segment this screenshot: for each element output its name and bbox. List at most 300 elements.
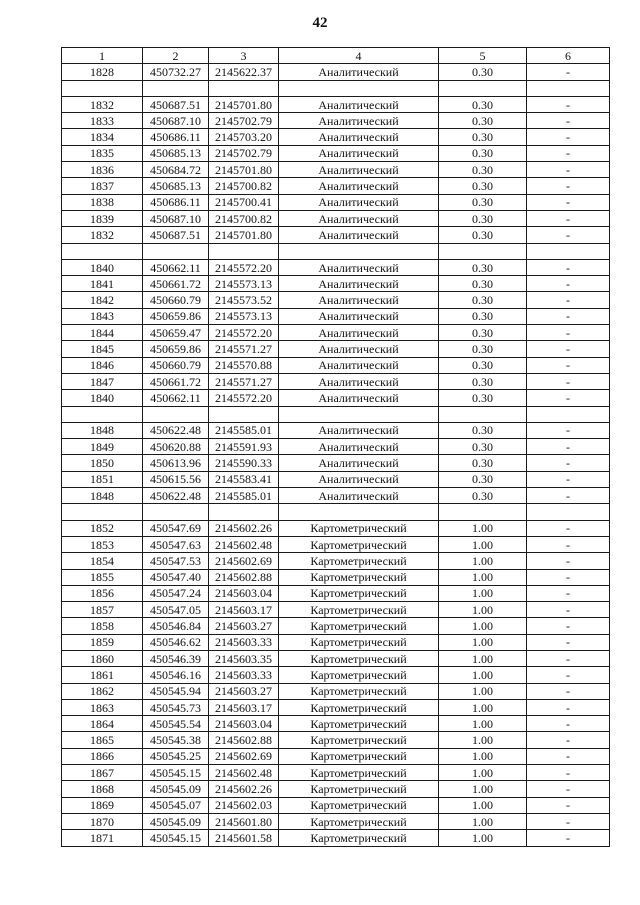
point-number-cell: 1850: [62, 455, 143, 471]
accuracy-cell: 0.30: [439, 422, 527, 438]
description-cell: -: [527, 520, 610, 536]
x-coordinate-cell: 450545.94: [143, 683, 209, 699]
y-coordinate-cell: 2145603.04: [209, 716, 279, 732]
accuracy-cell: 0.30: [439, 325, 527, 341]
y-coordinate-cell: [209, 80, 279, 96]
x-coordinate-cell: 450732.27: [143, 64, 209, 80]
method-cell: Аналитический: [279, 276, 439, 292]
point-number-cell: 1857: [62, 602, 143, 618]
description-cell: -: [527, 650, 610, 666]
x-coordinate-cell: 450685.13: [143, 145, 209, 161]
accuracy-cell: 1.00: [439, 699, 527, 715]
description-cell: -: [527, 129, 610, 145]
method-cell: Картометрический: [279, 797, 439, 813]
y-coordinate-cell: 2145573.13: [209, 308, 279, 324]
method-cell: Картометрический: [279, 781, 439, 797]
table-row: [62, 357, 610, 373]
y-coordinate-cell: 2145603.33: [209, 667, 279, 683]
y-coordinate-cell: 2145571.27: [209, 341, 279, 357]
y-coordinate-cell: 2145602.88: [209, 569, 279, 585]
point-number-cell: 1844: [62, 325, 143, 341]
accuracy-cell: 0.30: [439, 292, 527, 308]
y-coordinate-cell: 2145572.20: [209, 390, 279, 406]
table-row: [62, 422, 610, 438]
y-coordinate-cell: 2145602.03: [209, 797, 279, 813]
x-coordinate-cell: 450662.11: [143, 390, 209, 406]
point-number-cell: 1840: [62, 390, 143, 406]
method-cell: Картометрический: [279, 602, 439, 618]
x-coordinate-cell: 450620.88: [143, 439, 209, 455]
table-row: [62, 618, 610, 634]
table-row: [62, 520, 610, 536]
accuracy-cell: 0.30: [439, 194, 527, 210]
x-coordinate-cell: 450547.40: [143, 569, 209, 585]
accuracy-cell: 0.30: [439, 357, 527, 373]
y-coordinate-cell: 2145703.20: [209, 129, 279, 145]
description-cell: -: [527, 781, 610, 797]
description-cell: -: [527, 64, 610, 80]
x-coordinate-cell: 450660.79: [143, 292, 209, 308]
method-cell: Аналитический: [279, 390, 439, 406]
table-row: [62, 390, 610, 406]
y-coordinate-cell: 2145570.88: [209, 357, 279, 373]
y-coordinate-cell: 2145700.82: [209, 178, 279, 194]
description-cell: -: [527, 96, 610, 112]
table-row: [62, 748, 610, 764]
y-coordinate-cell: 2145585.01: [209, 488, 279, 504]
method-cell: Картометрический: [279, 765, 439, 781]
y-coordinate-cell: 2145701.80: [209, 96, 279, 112]
point-number-cell: 1853: [62, 536, 143, 552]
description-cell: -: [527, 276, 610, 292]
table-row: [62, 667, 610, 683]
y-coordinate-cell: 2145590.33: [209, 455, 279, 471]
method-cell: Аналитический: [279, 162, 439, 178]
accuracy-cell: 0.30: [439, 308, 527, 324]
method-cell: Аналитический: [279, 422, 439, 438]
accuracy-cell: 0.30: [439, 162, 527, 178]
table-row: [62, 683, 610, 699]
x-coordinate-cell: 450546.39: [143, 650, 209, 666]
description-cell: -: [527, 536, 610, 552]
description-cell: -: [527, 830, 610, 846]
description-cell: [527, 406, 610, 422]
table-row: [62, 194, 610, 210]
y-coordinate-cell: [209, 243, 279, 259]
table-row: [62, 716, 610, 732]
x-coordinate-cell: 450622.48: [143, 488, 209, 504]
x-coordinate-cell: 450659.86: [143, 308, 209, 324]
accuracy-cell: 1.00: [439, 683, 527, 699]
accuracy-cell: 0.30: [439, 373, 527, 389]
method-cell: Аналитический: [279, 308, 439, 324]
x-coordinate-cell: 450545.73: [143, 699, 209, 715]
y-coordinate-cell: 2145700.41: [209, 194, 279, 210]
method-cell: Картометрический: [279, 520, 439, 536]
table-row: [62, 634, 610, 650]
table-row: [62, 765, 610, 781]
point-number-cell: 1870: [62, 813, 143, 829]
method-cell: Аналитический: [279, 439, 439, 455]
x-coordinate-cell: 450687.51: [143, 227, 209, 243]
description-cell: -: [527, 357, 610, 373]
table-row: [62, 113, 610, 129]
y-coordinate-cell: 2145603.35: [209, 650, 279, 666]
method-cell: Аналитический: [279, 292, 439, 308]
x-coordinate-cell: 450545.25: [143, 748, 209, 764]
accuracy-cell: 1.00: [439, 520, 527, 536]
separator-row: [62, 504, 610, 520]
y-coordinate-cell: 2145583.41: [209, 471, 279, 487]
y-coordinate-cell: 2145602.48: [209, 765, 279, 781]
point-number-cell: 1867: [62, 765, 143, 781]
description-cell: -: [527, 373, 610, 389]
description-cell: [527, 504, 610, 520]
table-row: [62, 455, 610, 471]
method-cell: Картометрический: [279, 536, 439, 552]
y-coordinate-cell: 2145573.52: [209, 292, 279, 308]
accuracy-cell: [439, 80, 527, 96]
column-header: 1: [62, 48, 143, 64]
table-row: [62, 830, 610, 846]
y-coordinate-cell: 2145701.80: [209, 162, 279, 178]
point-number-cell: 1847: [62, 373, 143, 389]
table-row: [62, 553, 610, 569]
description-cell: -: [527, 178, 610, 194]
point-number-cell: 1839: [62, 210, 143, 226]
point-number-cell: [62, 80, 143, 96]
point-number-cell: 1833: [62, 113, 143, 129]
point-number-cell: 1845: [62, 341, 143, 357]
accuracy-cell: 1.00: [439, 667, 527, 683]
y-coordinate-cell: 2145602.48: [209, 536, 279, 552]
method-cell: Аналитический: [279, 129, 439, 145]
x-coordinate-cell: 450659.86: [143, 341, 209, 357]
y-coordinate-cell: 2145702.79: [209, 145, 279, 161]
accuracy-cell: 0.30: [439, 259, 527, 275]
x-coordinate-cell: 450660.79: [143, 357, 209, 373]
description-cell: -: [527, 488, 610, 504]
method-cell: Картометрический: [279, 569, 439, 585]
description-cell: -: [527, 439, 610, 455]
description-cell: -: [527, 748, 610, 764]
table-row: [62, 585, 610, 601]
description-cell: [527, 243, 610, 259]
y-coordinate-cell: 2145573.13: [209, 276, 279, 292]
x-coordinate-cell: 450547.24: [143, 585, 209, 601]
accuracy-cell: 1.00: [439, 634, 527, 650]
method-cell: Аналитический: [279, 471, 439, 487]
x-coordinate-cell: 450686.11: [143, 194, 209, 210]
description-cell: -: [527, 259, 610, 275]
column-header: 4: [279, 48, 439, 64]
accuracy-cell: 0.30: [439, 129, 527, 145]
method-cell: [279, 504, 439, 520]
method-cell: Аналитический: [279, 357, 439, 373]
point-number-cell: 1854: [62, 553, 143, 569]
x-coordinate-cell: 450613.96: [143, 455, 209, 471]
accuracy-cell: 0.30: [439, 113, 527, 129]
x-coordinate-cell: 450622.48: [143, 422, 209, 438]
x-coordinate-cell: 450545.15: [143, 765, 209, 781]
accuracy-cell: 0.30: [439, 276, 527, 292]
accuracy-cell: 1.00: [439, 650, 527, 666]
table-row: [62, 650, 610, 666]
y-coordinate-cell: [209, 406, 279, 422]
description-cell: -: [527, 341, 610, 357]
accuracy-cell: 0.30: [439, 96, 527, 112]
point-number-cell: 1860: [62, 650, 143, 666]
x-coordinate-cell: 450545.54: [143, 716, 209, 732]
description-cell: -: [527, 455, 610, 471]
y-coordinate-cell: 2145591.93: [209, 439, 279, 455]
description-cell: -: [527, 227, 610, 243]
accuracy-cell: 1.00: [439, 585, 527, 601]
accuracy-cell: 0.30: [439, 227, 527, 243]
accuracy-cell: [439, 504, 527, 520]
point-number-cell: 1848: [62, 422, 143, 438]
column-header: 5: [439, 48, 527, 64]
method-cell: Аналитический: [279, 373, 439, 389]
table-row: [62, 797, 610, 813]
description-cell: -: [527, 667, 610, 683]
accuracy-cell: 0.30: [439, 210, 527, 226]
accuracy-cell: 1.00: [439, 748, 527, 764]
y-coordinate-cell: 2145572.20: [209, 325, 279, 341]
description-cell: -: [527, 210, 610, 226]
method-cell: Картометрический: [279, 585, 439, 601]
method-cell: Картометрический: [279, 699, 439, 715]
y-coordinate-cell: 2145603.33: [209, 634, 279, 650]
x-coordinate-cell: 450547.53: [143, 553, 209, 569]
point-number-cell: 1842: [62, 292, 143, 308]
x-coordinate-cell: 450659.47: [143, 325, 209, 341]
y-coordinate-cell: 2145701.80: [209, 227, 279, 243]
x-coordinate-cell: 450547.05: [143, 602, 209, 618]
method-cell: Аналитический: [279, 325, 439, 341]
table-row: [62, 536, 610, 552]
method-cell: Аналитический: [279, 341, 439, 357]
table-body: [62, 64, 610, 846]
x-coordinate-cell: [143, 243, 209, 259]
point-number-cell: 1863: [62, 699, 143, 715]
accuracy-cell: 0.30: [439, 439, 527, 455]
x-coordinate-cell: [143, 80, 209, 96]
description-cell: -: [527, 162, 610, 178]
method-cell: Картометрический: [279, 716, 439, 732]
x-coordinate-cell: [143, 406, 209, 422]
table-row: [62, 439, 610, 455]
column-header: 6: [527, 48, 610, 64]
method-cell: Картометрический: [279, 618, 439, 634]
description-cell: [527, 80, 610, 96]
point-number-cell: 1848: [62, 488, 143, 504]
description-cell: -: [527, 113, 610, 129]
method-cell: Аналитический: [279, 227, 439, 243]
y-coordinate-cell: 2145622.37: [209, 64, 279, 80]
table-row: [62, 569, 610, 585]
y-coordinate-cell: 2145602.26: [209, 520, 279, 536]
point-number-cell: 1832: [62, 227, 143, 243]
x-coordinate-cell: [143, 504, 209, 520]
point-number-cell: 1865: [62, 732, 143, 748]
description-cell: -: [527, 634, 610, 650]
point-number-cell: 1837: [62, 178, 143, 194]
x-coordinate-cell: 450545.07: [143, 797, 209, 813]
y-coordinate-cell: 2145603.17: [209, 699, 279, 715]
x-coordinate-cell: 450687.51: [143, 96, 209, 112]
description-cell: -: [527, 585, 610, 601]
method-cell: Картометрический: [279, 813, 439, 829]
point-number-cell: 1856: [62, 585, 143, 601]
x-coordinate-cell: 450546.16: [143, 667, 209, 683]
table-row: [62, 292, 610, 308]
description-cell: -: [527, 716, 610, 732]
accuracy-cell: 1.00: [439, 602, 527, 618]
description-cell: -: [527, 422, 610, 438]
point-number-cell: 1851: [62, 471, 143, 487]
accuracy-cell: [439, 243, 527, 259]
point-number-cell: 1835: [62, 145, 143, 161]
y-coordinate-cell: 2145603.27: [209, 683, 279, 699]
description-cell: -: [527, 765, 610, 781]
accuracy-cell: 1.00: [439, 716, 527, 732]
accuracy-cell: 0.30: [439, 341, 527, 357]
method-cell: Аналитический: [279, 145, 439, 161]
y-coordinate-cell: 2145602.69: [209, 553, 279, 569]
x-coordinate-cell: 450546.84: [143, 618, 209, 634]
point-number-cell: 1846: [62, 357, 143, 373]
y-coordinate-cell: 2145572.20: [209, 259, 279, 275]
point-number-cell: 1843: [62, 308, 143, 324]
table-row: [62, 259, 610, 275]
accuracy-cell: 0.30: [439, 64, 527, 80]
accuracy-cell: 0.30: [439, 390, 527, 406]
accuracy-cell: 1.00: [439, 553, 527, 569]
table-row: [62, 813, 610, 829]
description-cell: -: [527, 618, 610, 634]
method-cell: Картометрический: [279, 830, 439, 846]
accuracy-cell: 0.30: [439, 455, 527, 471]
x-coordinate-cell: 450661.72: [143, 373, 209, 389]
x-coordinate-cell: 450615.56: [143, 471, 209, 487]
method-cell: Картометрический: [279, 553, 439, 569]
point-number-cell: 1858: [62, 618, 143, 634]
x-coordinate-cell: 450686.11: [143, 129, 209, 145]
description-cell: -: [527, 325, 610, 341]
method-cell: Картометрический: [279, 634, 439, 650]
point-number-cell: 1832: [62, 96, 143, 112]
y-coordinate-cell: 2145700.82: [209, 210, 279, 226]
y-coordinate-cell: 2145603.27: [209, 618, 279, 634]
x-coordinate-cell: 450662.11: [143, 259, 209, 275]
x-coordinate-cell: 450545.09: [143, 813, 209, 829]
description-cell: -: [527, 732, 610, 748]
accuracy-cell: 1.00: [439, 765, 527, 781]
y-coordinate-cell: 2145601.58: [209, 830, 279, 846]
table-row: [62, 373, 610, 389]
accuracy-cell: 1.00: [439, 781, 527, 797]
method-cell: Аналитический: [279, 259, 439, 275]
table-row: [62, 308, 610, 324]
point-number-cell: 1841: [62, 276, 143, 292]
accuracy-cell: 1.00: [439, 618, 527, 634]
y-coordinate-cell: 2145602.26: [209, 781, 279, 797]
table-row: [62, 145, 610, 161]
x-coordinate-cell: 450687.10: [143, 113, 209, 129]
table-row: [62, 602, 610, 618]
separator-row: [62, 80, 610, 96]
table-row: [62, 178, 610, 194]
point-number-cell: 1840: [62, 259, 143, 275]
accuracy-cell: 1.00: [439, 813, 527, 829]
method-cell: Аналитический: [279, 210, 439, 226]
table-header-row: [62, 48, 610, 64]
table-row: [62, 129, 610, 145]
x-coordinate-cell: 450545.09: [143, 781, 209, 797]
point-number-cell: 1869: [62, 797, 143, 813]
method-cell: Аналитический: [279, 178, 439, 194]
method-cell: Аналитический: [279, 113, 439, 129]
method-cell: [279, 243, 439, 259]
description-cell: -: [527, 813, 610, 829]
method-cell: Аналитический: [279, 64, 439, 80]
accuracy-cell: 1.00: [439, 569, 527, 585]
description-cell: -: [527, 569, 610, 585]
table-row: [62, 325, 610, 341]
y-coordinate-cell: 2145603.04: [209, 585, 279, 601]
description-cell: -: [527, 308, 610, 324]
y-coordinate-cell: 2145585.01: [209, 422, 279, 438]
y-coordinate-cell: [209, 504, 279, 520]
point-number-cell: 1868: [62, 781, 143, 797]
table-row: [62, 471, 610, 487]
accuracy-cell: 0.30: [439, 145, 527, 161]
point-number-cell: 1852: [62, 520, 143, 536]
x-coordinate-cell: 450547.69: [143, 520, 209, 536]
x-coordinate-cell: 450546.62: [143, 634, 209, 650]
method-cell: Картометрический: [279, 650, 439, 666]
column-header: 2: [143, 48, 209, 64]
point-number-cell: 1864: [62, 716, 143, 732]
point-number-cell: 1838: [62, 194, 143, 210]
description-cell: -: [527, 471, 610, 487]
table-row: [62, 341, 610, 357]
table-row: [62, 699, 610, 715]
method-cell: [279, 80, 439, 96]
method-cell: Аналитический: [279, 194, 439, 210]
x-coordinate-cell: 450547.63: [143, 536, 209, 552]
method-cell: Аналитический: [279, 96, 439, 112]
coordinates-table: [61, 47, 610, 847]
x-coordinate-cell: 450687.10: [143, 210, 209, 226]
y-coordinate-cell: 2145601.80: [209, 813, 279, 829]
table-row: [62, 64, 610, 80]
table-row: [62, 96, 610, 112]
method-cell: Картометрический: [279, 732, 439, 748]
point-number-cell: [62, 504, 143, 520]
method-cell: Картометрический: [279, 748, 439, 764]
accuracy-cell: [439, 406, 527, 422]
table-row: [62, 210, 610, 226]
table-row: [62, 781, 610, 797]
page-number: 42: [312, 15, 328, 31]
point-number-cell: 1866: [62, 748, 143, 764]
y-coordinate-cell: 2145602.88: [209, 732, 279, 748]
description-cell: -: [527, 145, 610, 161]
y-coordinate-cell: 2145571.27: [209, 373, 279, 389]
accuracy-cell: 0.30: [439, 178, 527, 194]
